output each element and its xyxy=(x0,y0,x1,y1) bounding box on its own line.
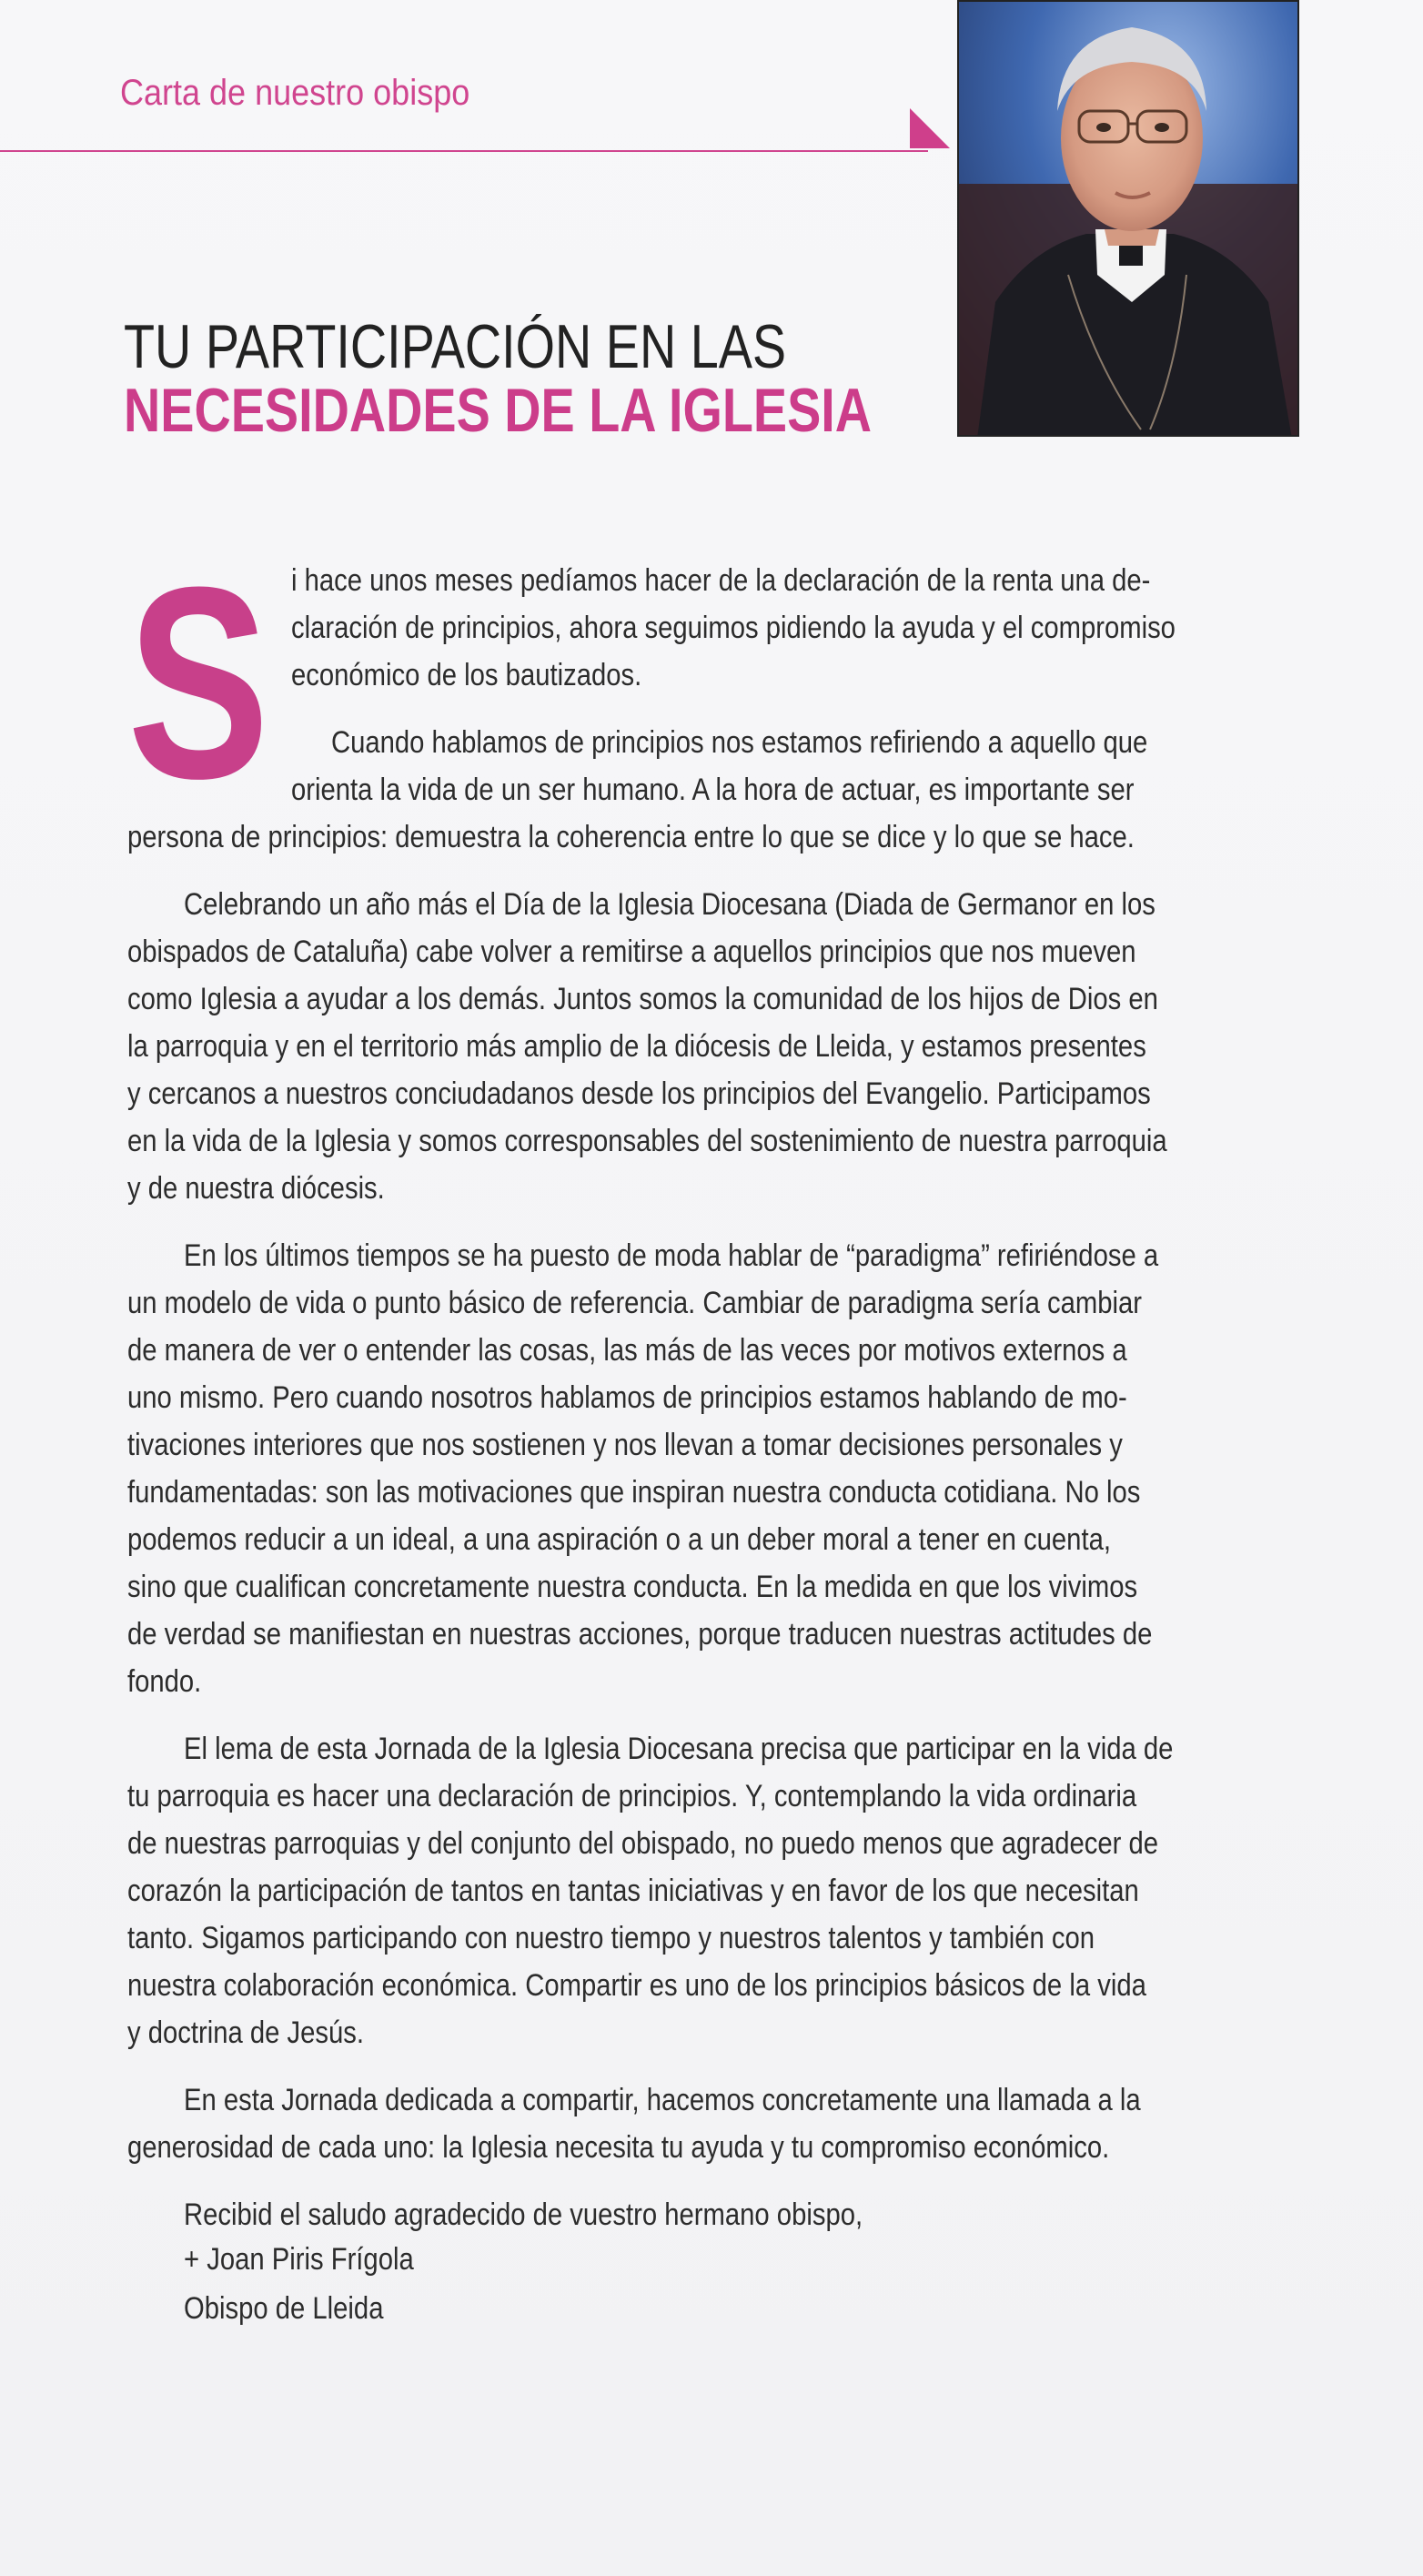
text-line: en la vida de la Iglesia y somos corresponsables del sostenimiento de nuestra parroquia xyxy=(127,1124,1167,1158)
text-line: obispados de Cataluña) cabe volver a remitirse a aquellos principios que nos mueven xyxy=(127,934,1136,969)
text-line: tu parroquia es hacer una declaración de principios. Y, contemplando la vida ordinaria xyxy=(127,1779,1137,1813)
text-line: tanto. Sigamos participando con nuestro tiempo y nuestros talentos y también con xyxy=(127,1921,1095,1955)
text-line: corazón la participación de tantos en tantas iniciativas y en favor de los que necesitan xyxy=(127,1874,1139,1908)
paragraph-7 xyxy=(127,2191,1310,2238)
text-line: de nuestras parroquias y del conjunto del obispado, no puedo menos que agradecer de xyxy=(127,1826,1159,1861)
text-line: tivaciones interiores que nos sostienen y nos llevan a tomar decisiones personales y xyxy=(127,1428,1123,1462)
text-line: y de nuestra diócesis. xyxy=(127,1171,385,1206)
text-line: económico de los bautizados. xyxy=(291,658,642,692)
section-rule xyxy=(0,150,928,152)
text-line: la parroquia y en el territorio más amplio de la diócesis de Lleida, y estamos presentes xyxy=(127,1029,1146,1064)
article-title-line2: NECESIDADES DE LA IGLESIA xyxy=(124,376,873,445)
text-line: claración de principios, ahora seguimos pidiendo la ayuda y el compromiso xyxy=(291,611,1176,645)
paragraph-3 xyxy=(127,881,1310,1212)
paragraph-6 xyxy=(127,2076,1310,2171)
article-title-line1: TU PARTICIPACIÓN EN LAS xyxy=(124,312,787,381)
paragraph-5 xyxy=(127,1725,1310,2056)
paragraph-4 xyxy=(127,1232,1310,1705)
text-line: i hace unos meses pedíamos hacer de la declaración de la renta una de- xyxy=(291,563,1151,598)
text-line: El lema de esta Jornada de la Iglesia Diocesana precisa que participar en la vida de xyxy=(184,1732,1174,1766)
text-line: nuestra colaboración económica. Compartir es uno de los principios básicos de la vida xyxy=(127,1968,1146,2003)
text-line: fondo. xyxy=(127,1664,202,1699)
text-line: sino que cualifican concretamente nuestra conducta. En la medida en que los vivimos xyxy=(127,1570,1138,1604)
signature-role: Obispo de Lleida xyxy=(184,2291,384,2326)
signature-name: + Joan Piris Frígola xyxy=(184,2242,414,2277)
text-line: Recibid el saludo agradecido de vuestro hermano obispo, xyxy=(184,2197,863,2232)
paragraph-2 xyxy=(127,719,1310,861)
signature-block xyxy=(184,2235,451,2333)
text-line: un modelo de vida o punto básico de referencia. Cambiar de paradigma sería cambiar xyxy=(127,1286,1143,1320)
article-body xyxy=(127,557,1310,2258)
text-line: orienta la vida de un ser humano. A la hora de actuar, es importante ser xyxy=(291,773,1135,807)
text-line: Celebrando un año más el Día de la Iglesia Diocesana (Diada de Germanor en los xyxy=(184,887,1156,922)
bishop-portrait-photo xyxy=(957,0,1299,437)
text-line: como Iglesia a ayudar a los demás. Juntos somos la comunidad de los hijos de Dios en xyxy=(127,982,1158,1016)
text-line: y cercanos a nuestros conciudadanos desde los principios del Evangelio. Participamos xyxy=(127,1076,1151,1111)
text-line: En esta Jornada dedicada a compartir, hacemos concretamente una llamada a la xyxy=(184,2083,1141,2117)
text-line: persona de principios: demuestra la coherencia entre lo que se dice y lo que se hace. xyxy=(127,820,1135,854)
paragraph-1 xyxy=(127,557,1310,699)
rule-arrow-icon xyxy=(910,108,950,148)
drop-cap: S xyxy=(127,530,270,835)
text-line: uno mismo. Pero cuando nosotros hablamos de principios estamos hablando de mo- xyxy=(127,1380,1127,1415)
text-line: de manera de ver o entender las cosas, las más de las veces por motivos externos a xyxy=(127,1333,1127,1368)
text-line: En los últimos tiempos se ha puesto de moda hablar de “paradigma” refiriéndose a xyxy=(184,1238,1159,1273)
text-line: y doctrina de Jesús. xyxy=(127,2015,365,2050)
section-label: Carta de nuestro obispo xyxy=(120,73,470,113)
text-line: fundamentadas: son las motivaciones que inspiran nuestra conducta cotidiana. No los xyxy=(127,1475,1141,1510)
text-line: generosidad de cada uno: la Iglesia necesita tu ayuda y tu compromiso económico. xyxy=(127,2130,1110,2165)
text-line: podemos reducir a un ideal, a una aspiración o a un deber moral a tener en cuenta, xyxy=(127,1522,1111,1557)
text-line: de verdad se manifiestan en nuestras acciones, porque traducen nuestras actitudes de xyxy=(127,1617,1153,1652)
text-line: Cuando hablamos de principios nos estamos refiriendo a aquello que xyxy=(331,725,1148,760)
